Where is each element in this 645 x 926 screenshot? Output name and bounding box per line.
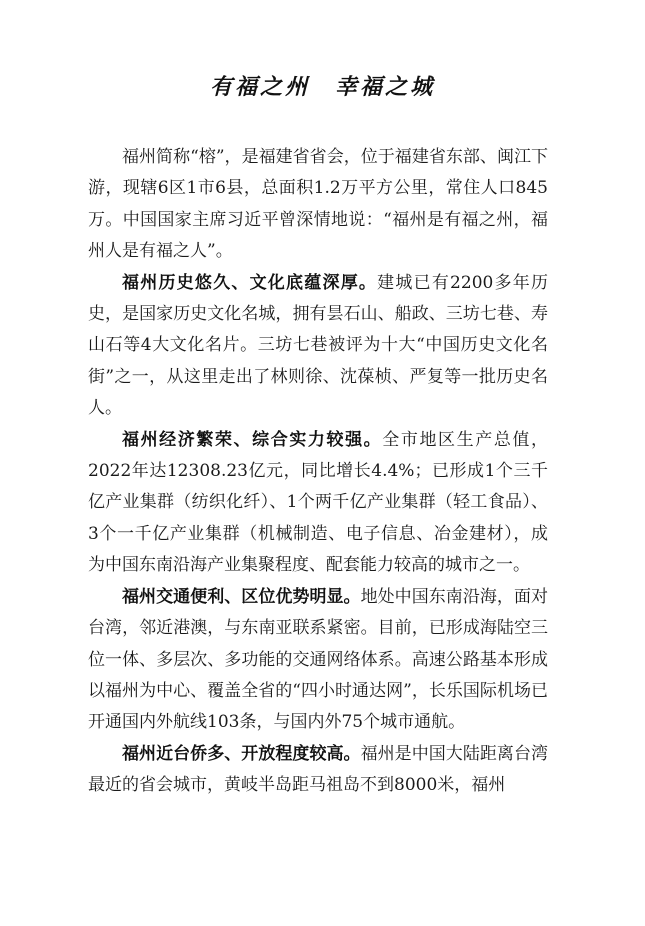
paragraph-text: 地处中国东南沿海，面对台湾，邻近港澳，与东南亚联系紧密。目前，已形成海陆空三位一体、多层次、多功能的交通网络体系。高速公路基本形成以福州为中心、覆盖全省的“四小时通达网”，长乐国际机场已开通国内外航线103条，与国内外75个城市通航。	[88, 586, 549, 733]
paragraph-text: 福州是中国大陆距离台湾最近的省会城市，黄岐半岛距马祖岛不到8000米，福州	[88, 743, 549, 796]
paragraph-text: 全市地区生产总值，2022年达12308.23亿元，同比增长4.4%；已形成1个三千亿产业集群（纺织化纤）、1个两千亿产业集群（轻工食品）、3个一千亿产业集群（机械制造、电子信息、冶金建材），成为中国东南沿海产业集聚程度、配套能力较高的城市之一。	[88, 429, 549, 576]
paragraph-economy	[88, 425, 548, 582]
paragraph-text: 福州简称“榕”，是福建省省会，位于福建省东部、闽江下游，现辖6区1市6县，总面积1.2万平方公里，常住人口845万。中国国家主席习近平曾深情地说：“福州是有福之州，福州人是有福之人”。	[88, 147, 548, 262]
paragraph-lead: 福州经济繁荣、综合实力较强。	[122, 429, 383, 450]
paragraph-intro	[88, 142, 548, 268]
paragraph-lead: 福州近台侨多、开放程度较高。	[122, 743, 361, 764]
paragraph-lead: 福州历史悠久、文化底蕴深厚。	[122, 272, 378, 293]
paragraph-openness	[88, 739, 548, 802]
article-body	[88, 142, 548, 802]
paragraph-lead: 福州交通便利、区位优势明显。	[122, 586, 361, 607]
paragraph-text: 建城已有2200多年历史，是国家历史文化名城，拥有昙石山、船政、三坊七巷、寿山石等4大文化名片。三坊七巷被评为十大“中国历史文化名街”之一，从这里走出了林则徐、沈葆桢、严复等一批历史名人。	[88, 272, 548, 419]
paragraph-transport	[88, 582, 548, 739]
paragraph-history	[88, 268, 548, 425]
page-title: 有福之州 幸福之城	[209, 75, 435, 100]
